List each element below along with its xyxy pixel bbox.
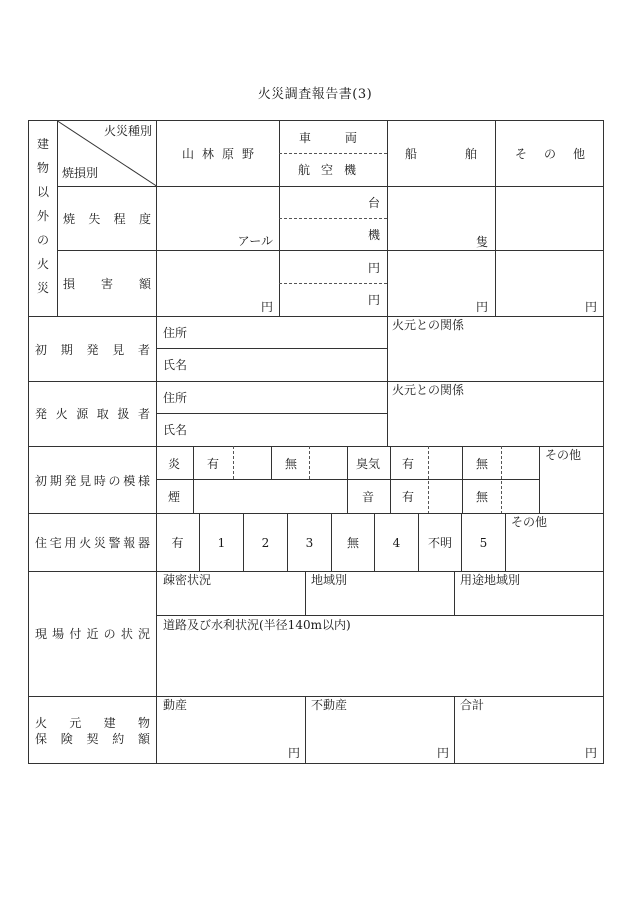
label-smoke-alarm: 住宅用火災警報器: [35, 536, 150, 550]
sound-no: 無: [476, 490, 489, 504]
alarm-cell-7: 不明: [427, 536, 452, 550]
area-label: 地域別: [311, 573, 348, 587]
unit-seki: 隻: [475, 235, 488, 249]
unit-are: アール: [237, 234, 273, 248]
alarm-cell-3: 2: [261, 536, 270, 550]
unit-yen-other: 円: [584, 300, 597, 314]
alarm-cell-2: 1: [217, 536, 226, 550]
alarm-cell-1: 有: [171, 536, 184, 550]
handler-address-label: 住所: [163, 391, 188, 405]
alarm-other: その他: [511, 515, 548, 529]
label-initial-state: 初期発見時の模様: [35, 474, 150, 488]
unit-yen-real-estate: 円: [436, 746, 449, 760]
initial-state-other: その他: [545, 448, 582, 462]
unit-yen-movable: 円: [287, 746, 300, 760]
unit-yen-vehicle: 円: [367, 261, 380, 275]
label-site-conditions: 現場付近の状況: [35, 627, 150, 641]
flame-no: 無: [285, 457, 298, 471]
row-burn-degree: 焼失程度: [63, 212, 151, 226]
total-label: 合計: [460, 698, 485, 712]
corner-header-burn-type: 焼損別: [62, 166, 99, 180]
first-discoverer-name-label: 氏名: [163, 358, 188, 372]
odor-no: 無: [476, 457, 489, 471]
real-estate-label: 不動産: [311, 698, 348, 712]
sound-yes: 有: [402, 490, 415, 504]
section-label-non-building-fire: 建物以外の火災: [36, 137, 49, 295]
unit-yen-ship: 円: [475, 300, 488, 314]
alarm-cell-4: 3: [305, 536, 314, 550]
first-discoverer-address-label: 住所: [163, 326, 188, 340]
corner-header-fire-type: 火災種別: [104, 124, 153, 138]
alarm-cell-8: 5: [479, 536, 488, 550]
handler-relation-label: 火元との関係: [392, 383, 465, 397]
unit-yen-total: 円: [584, 746, 597, 760]
label-fire-source-handler: 発火源取扱者: [35, 407, 150, 421]
unit-yen-aircraft: 円: [367, 293, 380, 307]
zoning-label: 用途地域別: [460, 573, 521, 587]
col-ship: 船 舶: [405, 147, 477, 161]
col-aircraft: 航空機: [298, 163, 356, 177]
road-water-label: 道路及び水利状況(半径140m以内): [163, 618, 351, 632]
unit-yen-mountain: 円: [260, 300, 273, 314]
document-title: 火災調査報告書(3): [257, 87, 373, 102]
odor-yes: 有: [402, 457, 415, 471]
row-damage-amount: 損害額: [63, 277, 151, 291]
sound-label: 音: [362, 490, 375, 504]
label-insurance-line2: 保険契約額: [35, 732, 150, 746]
unit-ki: 機: [367, 228, 380, 242]
col-mountain: 山林原野: [182, 147, 254, 161]
movable-label: 動産: [163, 698, 188, 712]
smoke-label: 煙: [168, 490, 181, 504]
handler-name-label: 氏名: [163, 423, 188, 437]
odor-label: 臭気: [356, 457, 381, 471]
flame-label: 炎: [168, 457, 181, 471]
first-discoverer-relation-label: 火元との関係: [392, 318, 465, 332]
alarm-cell-6: 4: [392, 536, 401, 550]
density-label: 疎密状況: [163, 573, 212, 587]
unit-dai: 台: [367, 196, 380, 210]
alarm-cell-5: 無: [346, 536, 359, 550]
label-insurance-line1: 火元建物: [35, 716, 150, 730]
flame-yes: 有: [207, 457, 220, 471]
col-vehicle: 車 両: [299, 131, 357, 145]
col-other: その他: [515, 147, 585, 161]
label-first-discoverer: 初期発見者: [35, 343, 150, 357]
